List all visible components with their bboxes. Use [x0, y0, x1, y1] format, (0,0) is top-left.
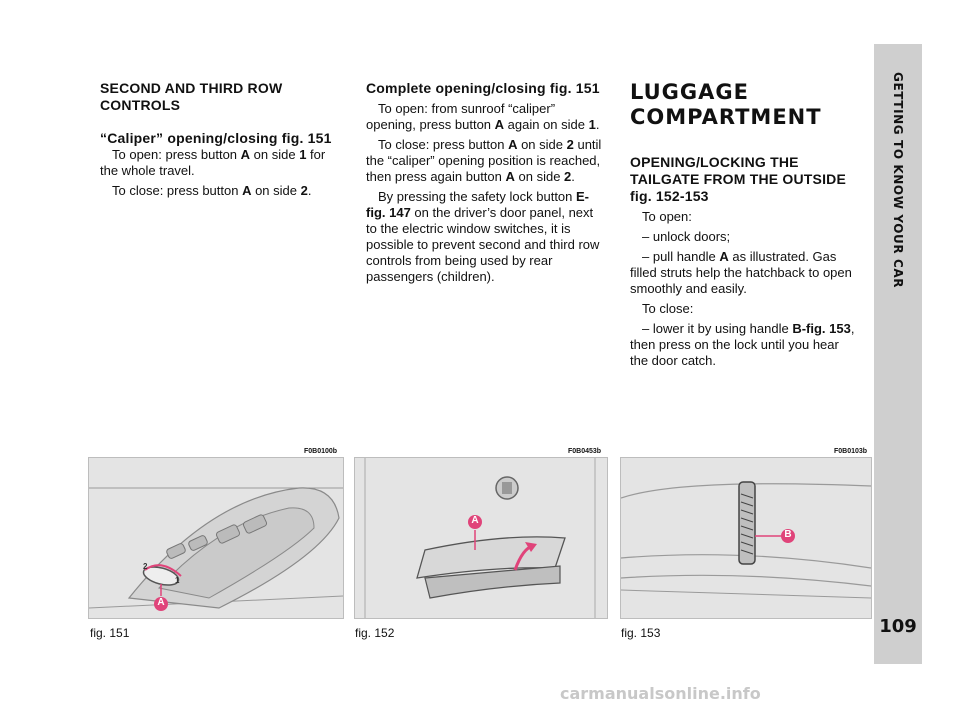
subsection-heading: “Caliper” opening/closing fig. 151: [100, 130, 332, 146]
column-3: [630, 80, 860, 373]
subsection-heading: Complete opening/closing fig. 151: [366, 80, 600, 96]
label-a: A: [471, 515, 479, 526]
roof-console-illustration: [89, 458, 343, 618]
figure-code: F0B0453b: [568, 448, 602, 455]
paragraph: – pull handle A as illustrated. Gas filled struts help the hatchback to open smoothly and easily.: [630, 249, 852, 296]
paragraph: By pressing the safety lock button E-fig. 147 on the driver’s door panel, next to the electric window switches, it is possible to prevent second and third row controls from being used by rear passengers (children).: [366, 189, 600, 284]
paragraph: – unlock doors;: [642, 229, 731, 244]
paragraph: To close:: [642, 301, 694, 316]
tailgate-strap-illustration: [621, 458, 871, 618]
label-a: A: [157, 597, 165, 608]
figure-152-tailgate-handle: [354, 457, 608, 619]
chapter-title: LUGGAGE COMPARTMENT: [630, 80, 822, 129]
paragraph: To open: from sunroof “caliper” opening, press button A again on side 1.: [366, 101, 600, 132]
paragraph: To open: press button A on side 1 for the whole travel.: [100, 147, 326, 178]
section-heading: SECOND AND THIRD ROW CONTROLS: [100, 80, 283, 113]
paragraph: To close: press button A on side 2.: [112, 183, 312, 198]
column-1: [100, 80, 336, 203]
paragraph: To close: press button A on side 2 until the “caliper” opening position is reached, then press again button A on side 2.: [366, 137, 602, 184]
page-number: 109: [879, 616, 917, 637]
section-title-text: GETTING TO KNOW YOUR CAR: [891, 72, 905, 289]
label-b: B: [784, 529, 792, 540]
figure-153-tailgate-strap: [620, 457, 872, 619]
figure-caption: fig. 153: [621, 626, 661, 640]
watermark-footer: carmanualsonline.info: [560, 684, 761, 703]
figure-code: F0B0100b: [304, 448, 338, 455]
section-title-vertical: [874, 44, 922, 604]
label-1: 1: [175, 576, 180, 585]
paragraph: – lower it by using handle B-fig. 153, then press on the lock until you hear the door catch.: [630, 321, 855, 368]
figure-151-roof-console: [88, 457, 344, 619]
figure-caption: fig. 151: [90, 626, 130, 640]
figure-code: F0B0103b: [834, 448, 868, 455]
section-heading: OPENING/LOCKING THE TAILGATE FROM THE OUTSIDE fig. 152-153: [630, 154, 847, 204]
label-2: 2: [143, 562, 148, 571]
tailgate-handle-illustration: [355, 458, 607, 618]
column-2: [366, 80, 602, 289]
figure-caption: fig. 152: [355, 626, 395, 640]
paragraph: To open:: [642, 209, 692, 224]
